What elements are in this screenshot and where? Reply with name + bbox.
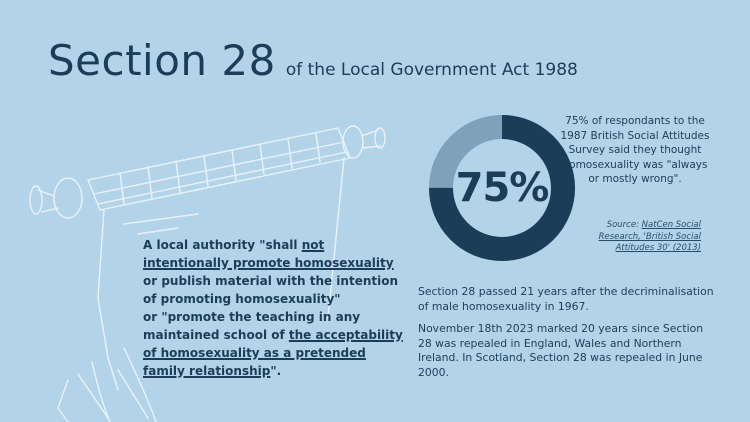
title-main: Section 28 — [48, 36, 276, 85]
quote-underlined-1: not intentionally promote homosexuality — [143, 238, 394, 270]
page-title — [48, 36, 578, 85]
quote-text-3: or "promote the teaching in any maintained school of — [143, 310, 361, 342]
donut-percentage-label: 75% — [455, 165, 549, 211]
title-subtitle: of the Local Government Act 1988 — [285, 60, 578, 80]
source-prefix: Source: — [606, 220, 642, 230]
section-28-quote — [143, 236, 405, 380]
quote-text-4: ". — [270, 364, 282, 378]
quote-underlined-2: the acceptability of homosexuality as a pretended family relationship — [143, 328, 403, 378]
paragraph-repeal: November 18th 2023 marked 20 years since Section 28 was repealed in England, Wales and Northern Ireland. In Scotland, Section 28 was repealed in June 2000. — [418, 322, 704, 379]
paragraph-decriminalisation: Section 28 passed 21 years after the decriminalisation of male homosexuality in 1967. — [418, 285, 714, 313]
quote-text-2: or publish material with the intention of promoting homosexuality" — [143, 274, 399, 306]
quote-text-1: A local authority "shall — [143, 238, 302, 252]
source-link[interactable]: NatCen Social Research, 'British Social Attitudes 30' (2013) — [598, 220, 701, 253]
source-citation — [563, 220, 701, 255]
survey-statistic-text: 75% of respondants to the 1987 British Social Attitudes Survey said they thought homosexuality was "always or mostly wrong". — [560, 115, 710, 185]
